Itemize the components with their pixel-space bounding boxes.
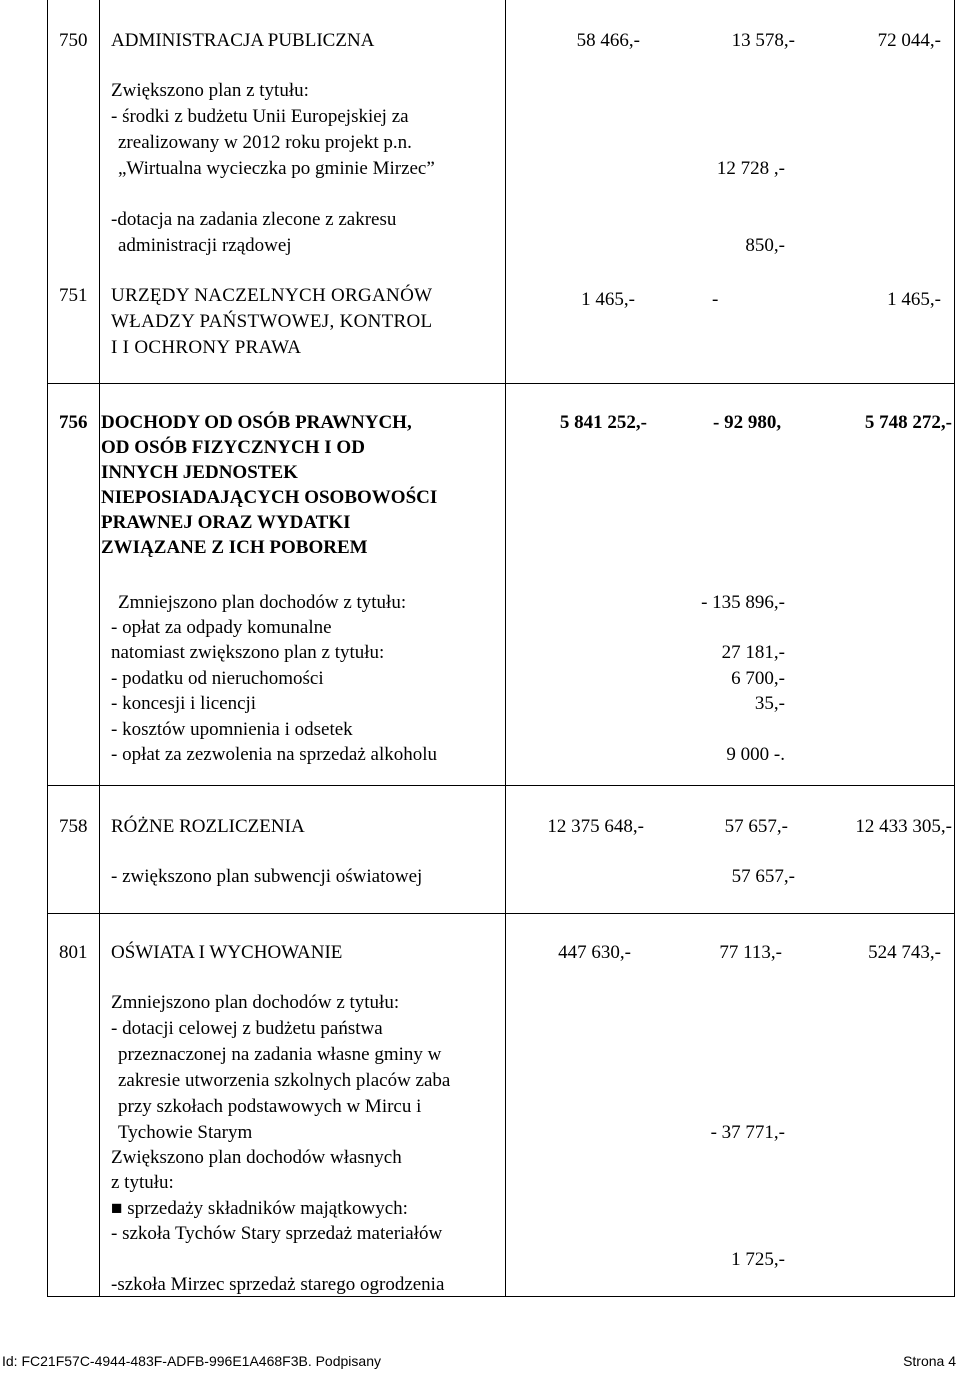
desc-line: - koncesji i licencji — [111, 693, 257, 714]
desc-line: - szkoła Tychów Stary sprzedaż materiałów — [111, 1223, 443, 1244]
change-value: 13 578,- — [731, 30, 795, 51]
section-title-line: DOCHODY OD OSÓB PRAWNYCH, — [101, 412, 412, 433]
change-item: 6 700,- — [731, 668, 785, 689]
row-divider — [47, 383, 954, 384]
section-code: 750 — [59, 30, 88, 51]
section-title-line: WŁADZY PAŃSTWOWEJ, KONTROL — [111, 311, 433, 332]
change-value: 57 657,- — [724, 816, 788, 837]
change-value: 77 113,- — [719, 942, 782, 963]
column-divider — [505, 0, 506, 1296]
section-title: RÓŻNE ROZLICZENIA — [111, 816, 305, 837]
desc-line: - dotacji celowej z budżetu państwa — [111, 1018, 383, 1039]
change-item: 57 657,- — [731, 866, 795, 887]
after-value: 12 433 305,- — [855, 816, 952, 837]
after-value: 1 465,- — [887, 289, 941, 310]
desc-line: Zwiększono plan dochodów własnych — [111, 1147, 402, 1168]
desc-line: -szkoła Mirzec sprzedaż starego ogrodzenia — [111, 1274, 445, 1295]
document-id: Id: FC21F57C-4944-483F-ADFB-996E1A468F3B. Podpisany — [2, 1353, 381, 1369]
section-title: ADMINISTRACJA PUBLICZNA — [111, 30, 375, 51]
desc-line: - kosztów upomnienia i odsetek — [111, 719, 353, 740]
desc-line: ■ sprzedaży składników majątkowych: — [111, 1198, 408, 1219]
plan-value: 12 375 648,- — [547, 816, 644, 837]
desc-line: Zmniejszono plan dochodów z tytułu: — [118, 592, 407, 613]
change-value: - — [712, 289, 719, 310]
section-title-line: ZWIĄZANE Z ICH POBOREM — [101, 537, 368, 558]
section-code: 751 — [59, 285, 88, 306]
after-value: 5 748 272,- — [864, 412, 952, 433]
column-divider — [99, 0, 100, 1296]
desc-line: przy szkołach podstawowych w Mircu i — [118, 1096, 422, 1117]
desc-line: - zwiększono plan subwencji oświatowej — [111, 866, 423, 887]
change-value: - 92 980, — [713, 412, 782, 433]
section-title-line: OD OSÓB FIZYCZNYCH I OD — [101, 437, 365, 458]
desc-line: „Wirtualna wycieczka po gminie Mirzec” — [118, 158, 435, 179]
desc-line: - podatku od nieruchomości — [111, 668, 324, 689]
section-title-line: URZĘDY NACZELNYCH ORGANÓW — [111, 285, 433, 306]
plan-value: 447 630,- — [558, 942, 631, 963]
after-value: 72 044,- — [877, 30, 941, 51]
desc-line: - środki z budżetu Unii Europejskiej za — [111, 106, 409, 127]
section-title-line: NIEPOSIADAJĄCYCH OSOBOWOŚCI — [101, 487, 438, 508]
plan-value: 5 841 252,- — [559, 412, 647, 433]
change-item: 850,- — [745, 235, 785, 256]
desc-line: administracji rządowej — [118, 235, 292, 256]
section-title-line: I I OCHRONY PRAWA — [111, 337, 302, 358]
section-title-line: INNYCH JEDNOSTEK — [101, 462, 298, 483]
desc-line: przeznaczonej na zadania własne gminy w — [118, 1044, 442, 1065]
change-item: 27 181,- — [721, 642, 785, 663]
row-divider — [47, 785, 954, 786]
section-title-line: PRAWNEJ ORAZ WYDATKI — [101, 512, 351, 533]
desc-line: - opłat za zezwolenia na sprzedaż alkoholu — [111, 744, 438, 765]
change-item: 9 000 -. — [726, 744, 785, 765]
change-item: 12 728 ,- — [716, 158, 785, 179]
change-item: - 135 896,- — [701, 592, 785, 613]
change-item: - 37 771,- — [710, 1122, 785, 1143]
section-title: OŚWIATA I WYCHOWANIE — [111, 942, 343, 963]
row-divider — [47, 913, 954, 914]
desc-line: Zwiększono plan z tytułu: — [111, 80, 309, 101]
desc-line: zakresie utworzenia szkolnych placów zaba — [118, 1070, 451, 1091]
desc-line: - opłat za odpady komunalne — [111, 617, 332, 638]
section-code: 756 — [59, 412, 88, 433]
after-value: 524 743,- — [868, 942, 941, 963]
change-item: 35,- — [754, 693, 785, 714]
desc-line: Zmniejszono plan dochodów z tytułu: — [111, 992, 400, 1013]
section-code: 801 — [59, 942, 88, 963]
desc-line: natomiast zwiększono plan z tytułu: — [111, 642, 385, 663]
desc-line: Tychowie Starym — [118, 1122, 253, 1143]
plan-value: 1 465,- — [581, 289, 635, 310]
section-code: 758 — [59, 816, 88, 837]
change-item: 1 725,- — [731, 1249, 785, 1270]
desc-line: z tytułu: — [111, 1172, 174, 1193]
page-number: Strona 4 — [903, 1353, 956, 1369]
desc-line: zrealizowany w 2012 roku projekt p.n. — [118, 132, 412, 153]
desc-line: -dotacja na zadania zlecone z zakresu — [111, 209, 397, 230]
plan-value: 58 466,- — [576, 30, 640, 51]
